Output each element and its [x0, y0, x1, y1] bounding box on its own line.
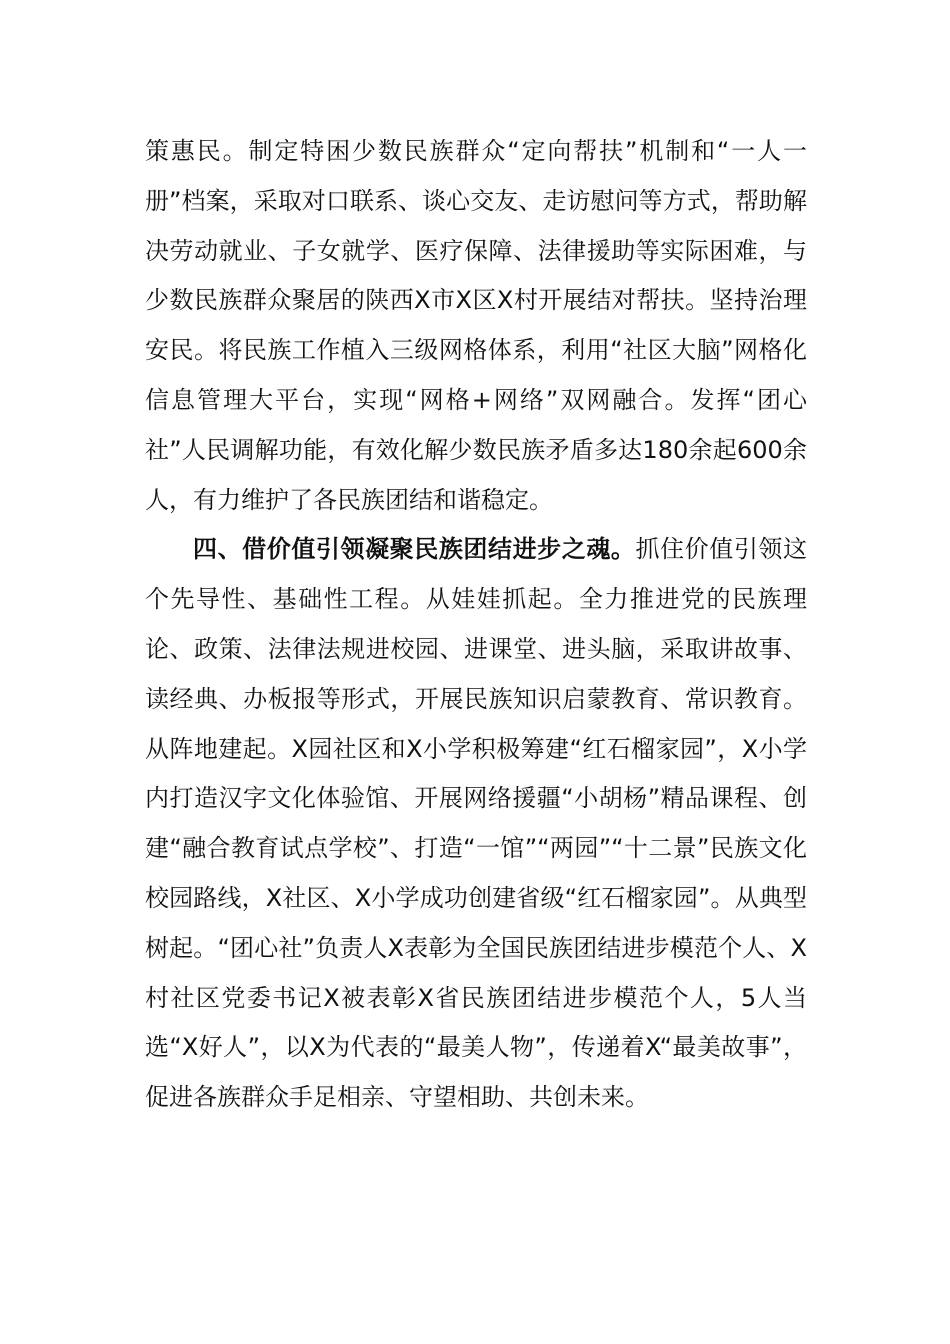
paragraph-text: 抓住价值引领这个先导性、基础性工程。从娃娃抓起。全力推进党的民族理论、政策、法律法规进校园、进课堂、进头脑，采取讲故事、读经典、办板报等形式，开展民族知识启蒙教育、常识教育。从阵地建起。X园社区和X小学积极筹建“红石榴家园”，X小学内打造汉字文化体验馆、开展网络援疆“小胡杨”精品课程、创建“融合教育试点学校”、打造“一馆”“两园”“十二景”民族文化校园路线，X社区、X小学成功创建省级“红石榴家园”。从典型树起。“团心社”负责人X表彰为全国民族团结进步模范个人、X村社区党委书记X被表彰X省民族团结进步模范个人，5人当选“X好人”，以X为代表的“最美人物”，传递着X“最美故事”，促进各族群众手足相亲、守望相助、共创未来。: [145, 535, 807, 1112]
paragraph-text: 策惠民。制定特困少数民族群众“定向帮扶”机制和“一人一册”档案，采取对口联系、谈心交友、走访慰问等方式，帮助解决劳动就业、子女就学、医疗保障、法律援助等实际困难，与少数民族群众聚居的陕西X市X区X村开展结对帮扶。坚持治理安民。将民族工作植入三级网格体系，利用“社区大脑”网格化信息管理大平台，实现“网格+网络”双网融合。发挥“团心社”人民调解功能，有效化解少数民族矛盾多达180余起600余人，有力维护了各民族团结和谐稳定。: [145, 137, 807, 514]
paragraph-continuation: [145, 127, 807, 525]
paragraph-section-four: [145, 525, 807, 1123]
document-body: [145, 127, 807, 1123]
section-heading: 四、借价值引领凝聚民族团结进步之魂。: [193, 535, 636, 564]
